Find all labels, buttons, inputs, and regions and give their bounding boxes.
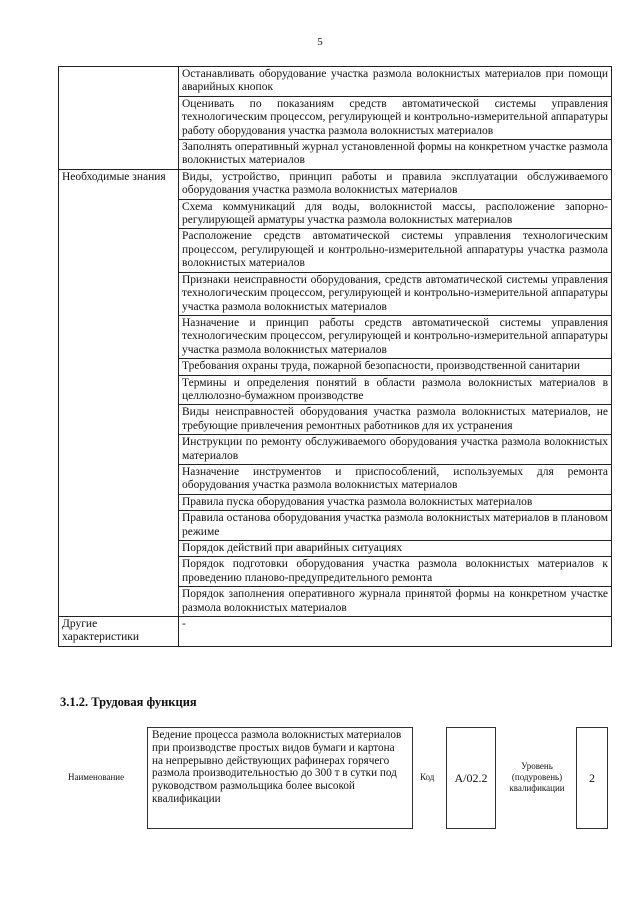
function-name-box: Ведение процесса размола волокнистых материалов при производстве простых видов бумаги и картона на непрерывно действующих рафинерах горячего размола производительностью до 300 т в сутки под руководством размольщика более высокой квалификации xyxy=(147,727,413,829)
row-text-cell: Виды неисправностей оборудования участка размола волокнистых материалов, не требующие привлечения ремонтных работников для их устранения xyxy=(179,405,612,435)
row-text-cell: Признаки неисправности оборудования, средств автоматической системы управления технологическим процессом, регулирующей и контрольно-измерительной аппаратуры участка размола волокнистых материалов xyxy=(179,272,612,315)
row-text-cell: Порядок заполнения оперативного журнала принятой формы на конкретном участке размола волокнистых материалов xyxy=(179,587,612,617)
code-label: Код xyxy=(420,772,435,782)
row-text-cell: Останавливать оборудование участка размола волокнистых материалов при помощи аварийных кнопок xyxy=(179,67,612,97)
table-row xyxy=(59,67,612,97)
code-box: А/02.2 xyxy=(446,727,496,829)
row-text-cell: Схема коммуникаций для воды, волокнистой массы, расположение запорно-регулирующей арматуры участка размола волокнистых материалов xyxy=(179,199,612,229)
row-text-cell: Правила останова оборудования участка размола волокнистых материалов в плановом режиме xyxy=(179,511,612,541)
level-box: 2 xyxy=(576,727,608,829)
row-text-cell: Порядок действий при аварийных ситуациях xyxy=(179,541,612,557)
table-row xyxy=(59,617,612,647)
row-text-cell: Порядок подготовки оборудования участка размола волокнистых материалов к проведению планово-предупредительного ремонта xyxy=(179,557,612,587)
table-body xyxy=(59,67,612,647)
labor-function-block xyxy=(58,727,618,837)
row-text-cell: Виды, устройство, принцип работы и правила эксплуатации обслуживаемого оборудования участка размола волокнистых материалов xyxy=(179,169,612,199)
skills-knowledge-table xyxy=(58,66,612,647)
page-number: 5 xyxy=(317,36,323,48)
row-text-cell: Правила пуска оборудования участка размола волокнистых материалов xyxy=(179,494,612,510)
name-label: Наименование xyxy=(68,772,125,782)
row-label-cell xyxy=(59,67,179,170)
row-text-cell: - xyxy=(179,617,612,647)
row-text-cell: Назначение и принцип работы средств автоматической системы управления технологическим процессом, регулирующей и контрольно-измерительной аппаратуры участка размола волокнистых материалов xyxy=(179,315,612,358)
row-text-cell: Расположение средств автоматической системы управления технологическим процессом, регулирующей и контрольно-измерительной аппаратуры участка размола волокнистых материалов xyxy=(179,229,612,272)
row-text-cell: Заполнять оперативный журнал установленной формы на конкретном участке размола волокнистых материалов xyxy=(179,140,612,170)
row-label-cell: Другие характеристики xyxy=(59,617,179,647)
section-title: 3.1.2. Трудовая функция xyxy=(60,695,197,709)
row-label-cell: Необходимые знания xyxy=(59,169,179,616)
row-text-cell: Требования охраны труда, пожарной безопасности, производственной санитарии xyxy=(179,359,612,375)
row-text-cell: Термины и определения понятий в области размола волокнистых материалов в целлюлозно-бумажном производстве xyxy=(179,375,612,405)
row-text-cell: Инструкции по ремонту обслуживаемого оборудования участка размола волокнистых материалов xyxy=(179,435,612,465)
row-text-cell: Оценивать по показаниям средств автоматической системы управления технологическим процессом, регулирующей и контрольно-измерительной аппаратуры работу оборудования участка размола волокнистых материалов xyxy=(179,96,612,139)
row-text-cell: Назначение инструментов и приспособлений, используемых для ремонта оборудования участка размола волокнистых материалов xyxy=(179,464,612,494)
level-label: Уровень (подуровень) квалификации xyxy=(509,761,565,793)
table-row xyxy=(59,169,612,199)
